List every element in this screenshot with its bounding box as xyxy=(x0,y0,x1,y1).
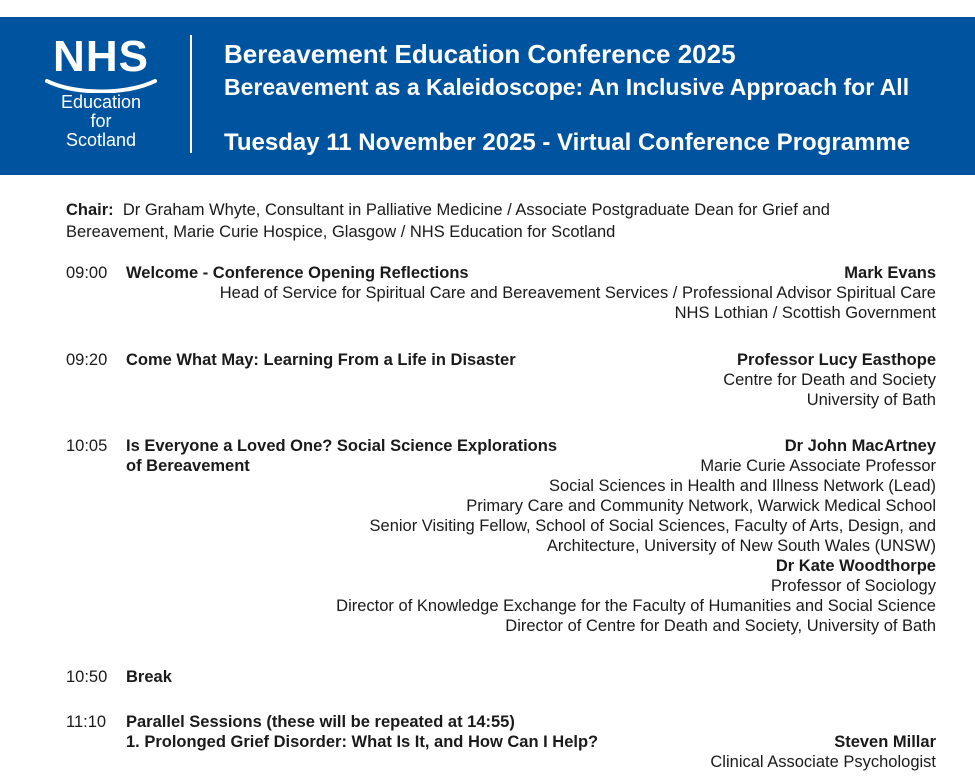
speaker-block xyxy=(336,436,936,636)
session-title-line: Parallel Sessions (these will be repeated at 14:55) xyxy=(126,713,515,731)
speaker-role: Director of Knowledge Exchange for the Faculty of Humanities and Social Science xyxy=(336,597,936,615)
speaker-role: Clinical Associate Psychologist xyxy=(710,753,936,771)
parallel-session-title: 1. Prolonged Grief Disorder: What Is It, and How Can I Help? xyxy=(126,733,599,751)
conference-subtitle: Bereavement as a Kaleidoscope: An Inclusive Approach for All xyxy=(224,74,910,100)
chair-label: Chair: xyxy=(66,201,114,219)
logo-line-3: Scotland xyxy=(65,130,137,150)
session-time: 10:50 xyxy=(66,668,108,686)
session-title: Break xyxy=(126,668,172,686)
logo-nhs-text: NHS xyxy=(53,32,149,81)
conference-title: Bereavement Education Conference 2025 xyxy=(224,39,736,69)
session-time: 09:00 xyxy=(66,264,108,282)
speaker-name: Mark Evans xyxy=(844,264,936,282)
header-banner xyxy=(0,17,975,175)
session-title xyxy=(126,712,598,752)
speaker-block xyxy=(220,263,936,323)
speaker-name: Steven Millar xyxy=(834,733,936,751)
speaker-role: Marie Curie Associate Professor xyxy=(700,457,936,475)
session-time: 09:20 xyxy=(66,351,108,369)
speaker-role: Director of Centre for Death and Society, University of Bath xyxy=(505,617,936,635)
speaker-role: Professor of Sociology xyxy=(770,577,936,595)
speaker-role: Head of Service for Spiritual Care and Bereavement Services / Professional Advisor Spiritual Care xyxy=(219,284,936,302)
session-title-line: of Bereavement xyxy=(126,457,250,475)
speaker-role: University of Bath xyxy=(806,391,936,409)
speaker-role: Primary Care and Community Network, Warwick Medical School xyxy=(466,497,936,515)
logo-line-1: Education xyxy=(60,92,142,112)
nhs-education-scotland-logo xyxy=(40,32,162,150)
session-time: 11:10 xyxy=(66,713,107,731)
speaker-name: Dr Kate Woodthorpe xyxy=(775,557,936,575)
session-title-line: Is Everyone a Loved One? Social Science Explorations xyxy=(126,437,557,455)
speaker-name: Professor Lucy Easthope xyxy=(737,351,936,369)
speaker-role: Senior Visiting Fellow, School of Social Sciences, Faculty of Arts, Design, and xyxy=(369,517,936,535)
speaker-role: Architecture, University of New South Wales (UNSW) xyxy=(546,537,936,555)
chair-text: Dr Graham Whyte, Consultant in Palliative Medicine / Associate Postgraduate Dean for Grief and Bereavement, Marie Curie Hospice, Glasgow / NHS Education for Scotland xyxy=(66,201,830,241)
header-divider xyxy=(190,35,192,153)
speaker-role: NHS Lothian / Scottish Government xyxy=(674,304,936,322)
session-time: 10:05 xyxy=(66,437,108,455)
logo-line-2: for xyxy=(90,111,112,131)
speaker-block xyxy=(723,350,936,410)
chair-paragraph xyxy=(66,199,926,243)
speaker-role: Social Sciences in Health and Illness Network (Lead) xyxy=(548,477,936,495)
speaker-block xyxy=(710,732,936,772)
speaker-role: Centre for Death and Society xyxy=(723,371,936,389)
speaker-name: Dr John MacArtney xyxy=(784,437,936,455)
session-title: Welcome - Conference Opening Reflections xyxy=(126,264,469,282)
logo-wave-icon xyxy=(45,79,157,93)
session-title: Come What May: Learning From a Life in Disaster xyxy=(126,351,516,369)
conference-date: Tuesday 11 November 2025 - Virtual Conference Programme xyxy=(224,129,911,156)
